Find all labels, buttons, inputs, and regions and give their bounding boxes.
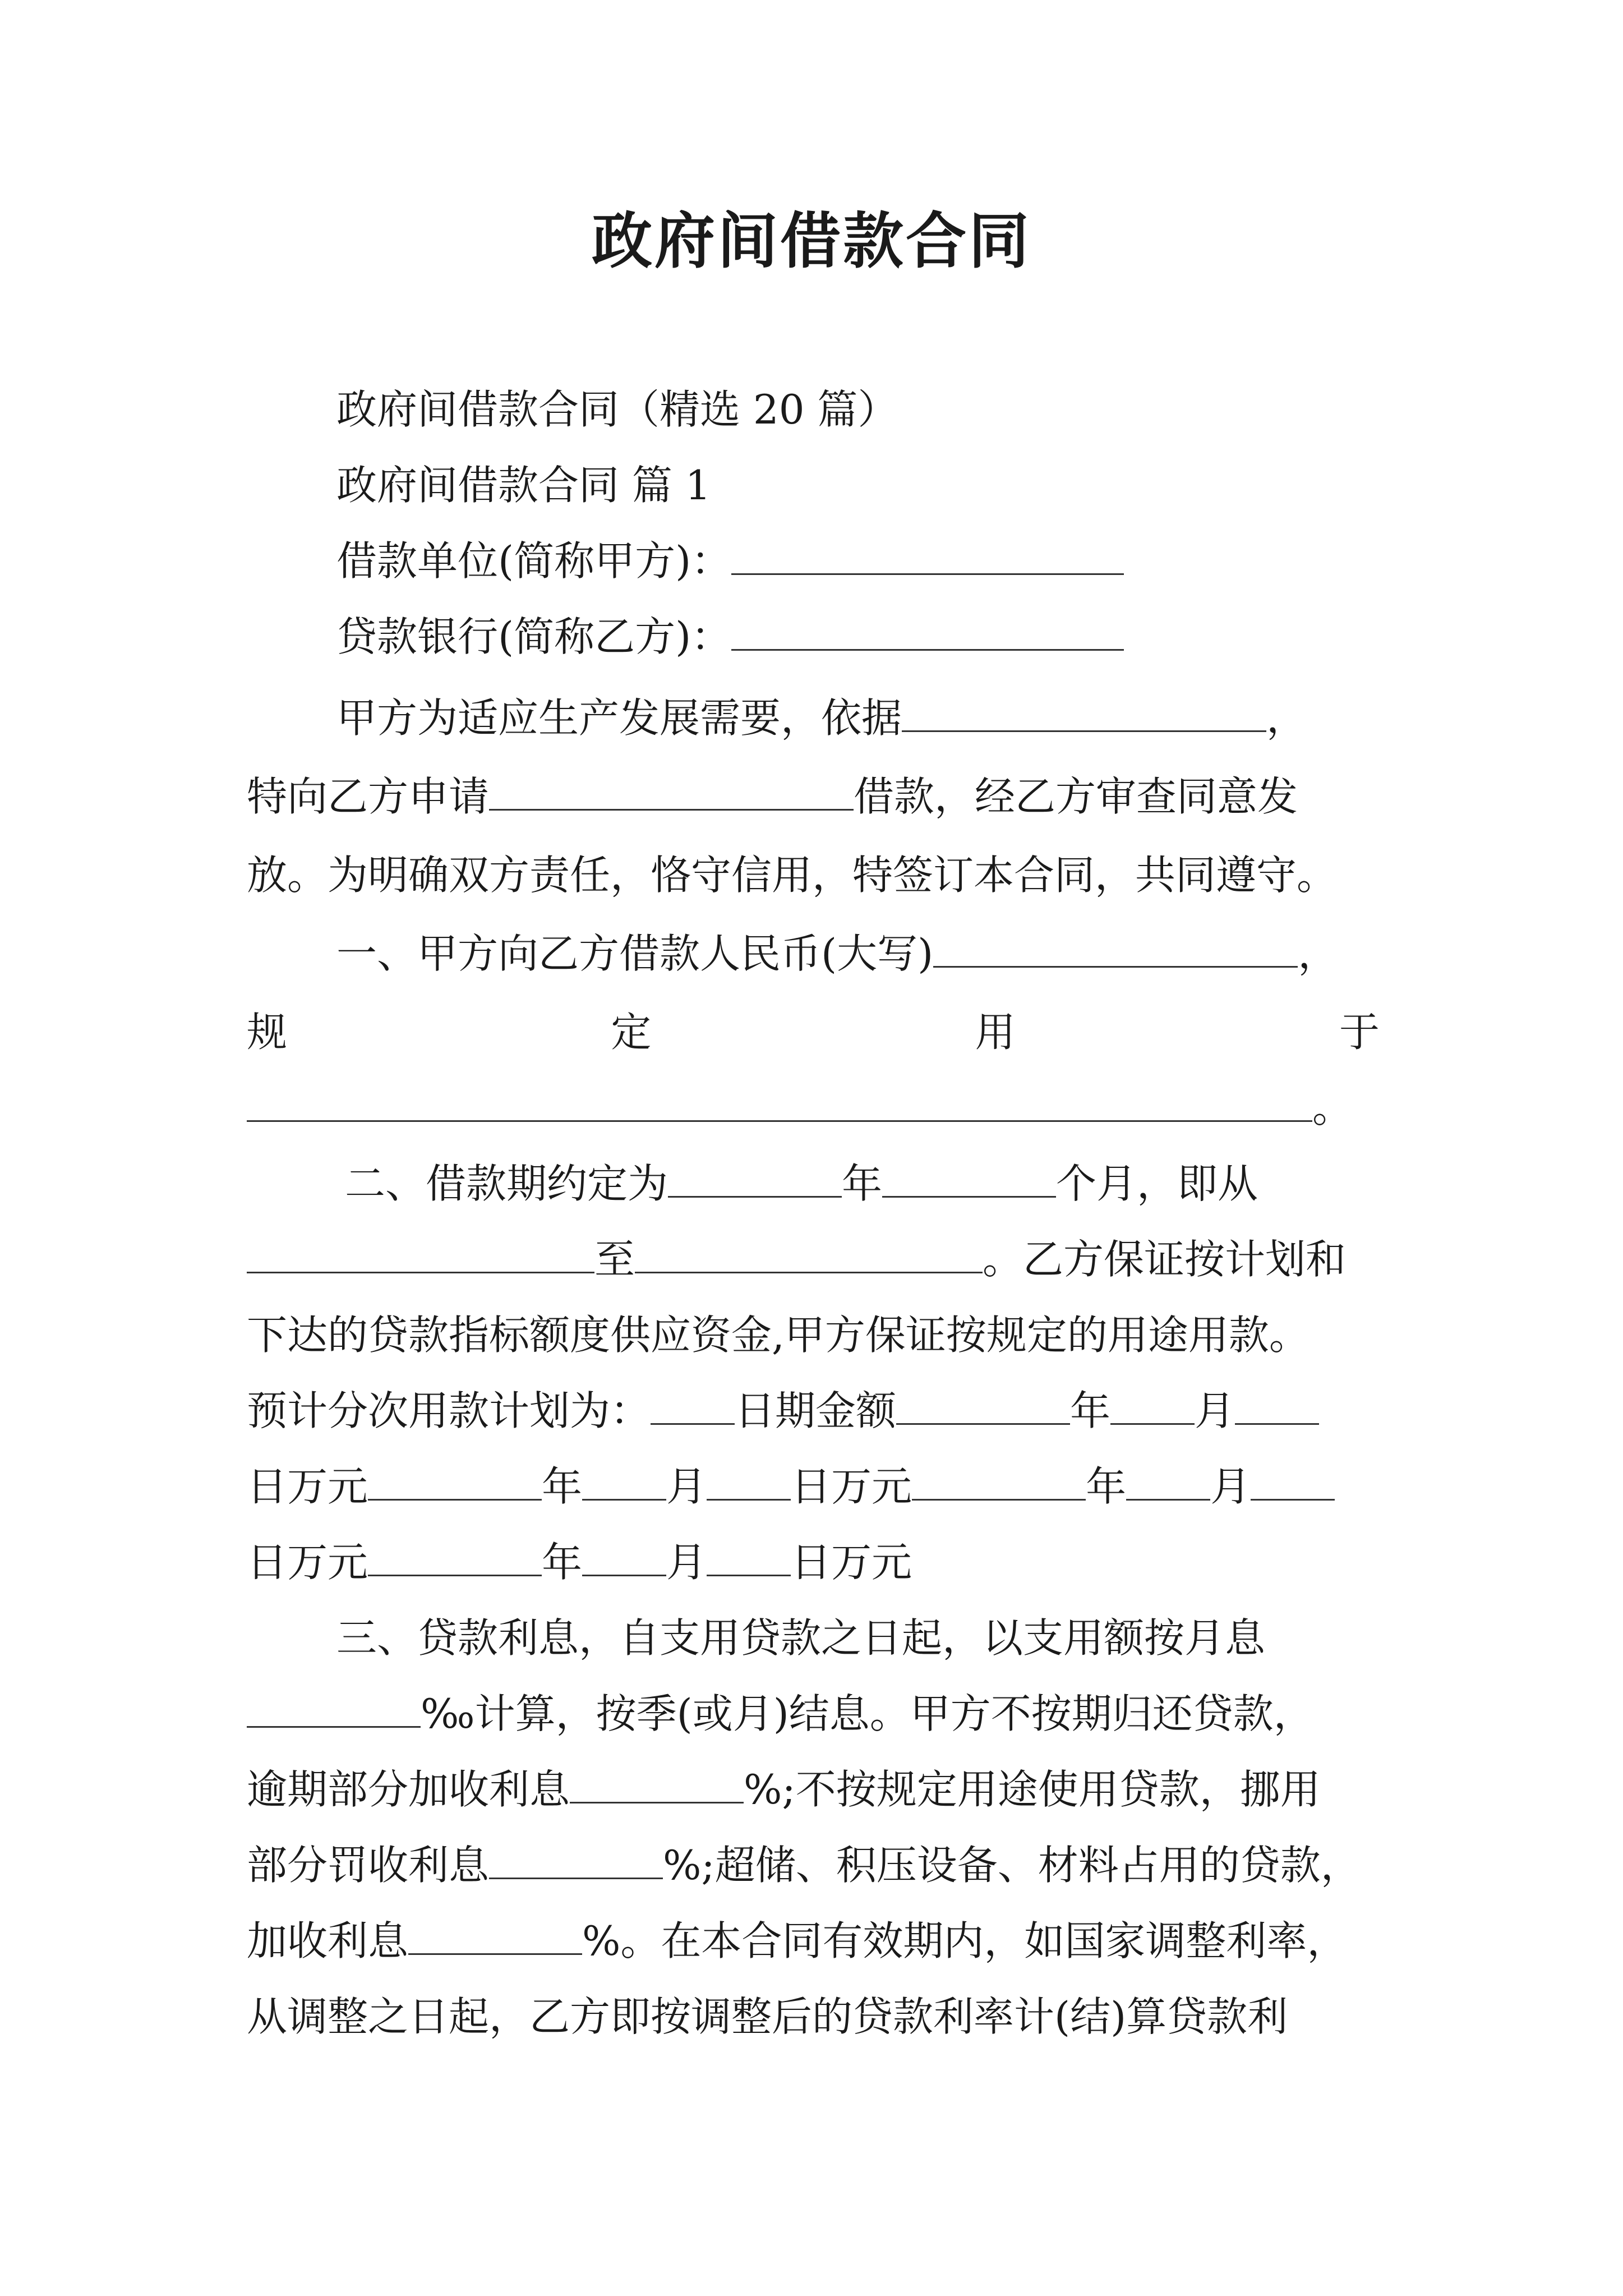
- clause3-line1: 三、贷款利息，自支用贷款之日起，以支用额按月息: [336, 1614, 1266, 1662]
- basis-blank[interactable]: [902, 691, 1266, 732]
- clause3-text: 部分罚收利息: [247, 1842, 490, 1889]
- clause1-comma: ，: [1298, 930, 1339, 977]
- plan-blank[interactable]: [896, 1384, 1070, 1425]
- clause2-text: 年: [542, 1463, 583, 1510]
- lender-blank[interactable]: [731, 610, 1124, 651]
- para1-comma: ，: [1266, 694, 1307, 742]
- plan-blank[interactable]: [651, 1384, 735, 1425]
- clause2-line2: [247, 1231, 1346, 1287]
- para1-line1: [336, 690, 1307, 746]
- para1-text: 借款，经乙方审查同意发: [854, 773, 1298, 820]
- para1-text: 甲方为适应生产发展需要，依据: [336, 694, 902, 742]
- term-months-blank[interactable]: [882, 1157, 1056, 1198]
- clause3-line2: [247, 1686, 1314, 1742]
- clause2-text: 月: [666, 1463, 707, 1510]
- clause3-line6: 从调整之日起，乙方即按调整后的贷款利率计(结)算贷款利: [247, 1993, 1288, 2040]
- clause3-line3: [247, 1761, 1321, 1818]
- clause3-text: %;超储、积压设备、材料占用的贷款，: [663, 1842, 1361, 1889]
- clause2-line1: [345, 1156, 1258, 1212]
- clause2-text: 年: [842, 1160, 883, 1207]
- plan-blank[interactable]: [1110, 1384, 1195, 1425]
- clause1-word: 用: [975, 1009, 1016, 1056]
- overdue-rate-blank[interactable]: [570, 1763, 744, 1803]
- clause2-text: 日期金额: [735, 1387, 897, 1434]
- clause2-text: 月: [1210, 1463, 1251, 1510]
- clause3-line5: [247, 1913, 1347, 1969]
- subtitle: 政府间借款合同（精选 20 篇）: [336, 386, 898, 433]
- section-heading: 政府间借款合同 篇 1: [336, 462, 711, 509]
- plan-blank[interactable]: [582, 1460, 666, 1501]
- clause2-text: 日万元: [247, 1463, 368, 1510]
- lender-line: [336, 609, 1124, 665]
- para1-line2: [247, 769, 1298, 825]
- clause2-line3: 下达的贷款指标额度供应资金,甲方保证按规定的用途用款。: [247, 1312, 1310, 1359]
- clause1-word: 定: [611, 1009, 652, 1056]
- plan-blank[interactable]: [1235, 1384, 1319, 1425]
- borrower-line: [336, 533, 1124, 589]
- monthly-rate-blank[interactable]: [247, 1687, 421, 1728]
- clause2-text: 年: [1086, 1463, 1127, 1510]
- plan-blank[interactable]: [582, 1535, 666, 1576]
- plan-blank[interactable]: [1126, 1460, 1210, 1501]
- borrower-label: 借款单位(简称甲方)：: [336, 537, 732, 585]
- clause2-text: 年: [1070, 1387, 1111, 1434]
- clause3-text: 逾期部分加收利息: [247, 1766, 570, 1813]
- clause2-text: 年: [542, 1539, 583, 1586]
- clause1-text: 一、甲方向乙方借款人民币(大写): [336, 930, 934, 977]
- plan-blank[interactable]: [368, 1460, 542, 1501]
- plan-blank[interactable]: [368, 1535, 542, 1576]
- plan-blank[interactable]: [1251, 1460, 1335, 1501]
- clause3-text: ‰计算，按季(或月)结息。甲方不按期归还贷款，: [421, 1690, 1314, 1737]
- end-date-blank[interactable]: [635, 1232, 983, 1273]
- loan-type-blank[interactable]: [489, 770, 854, 811]
- plan-blank[interactable]: [707, 1535, 791, 1576]
- term-years-blank[interactable]: [668, 1157, 842, 1198]
- plan-blank[interactable]: [707, 1460, 791, 1501]
- clause1-word: 于: [1339, 1009, 1380, 1056]
- clause3-text: %;不按规定用途使用贷款，挪用: [744, 1766, 1321, 1813]
- clause1-line1: [336, 926, 1338, 982]
- clause1-word: 规: [247, 1009, 288, 1056]
- plan-blank[interactable]: [912, 1460, 1086, 1501]
- clause1-period: 。: [1312, 1084, 1353, 1131]
- clause2-text: 月: [666, 1539, 707, 1586]
- para1-line3: 放。为明确双方责任，恪守信用，特签订本合同，共同遵守。: [247, 852, 1338, 899]
- amount-blank[interactable]: [933, 927, 1298, 968]
- clause2-text: 日万元: [247, 1539, 368, 1586]
- clause2-line5: [247, 1458, 1335, 1515]
- surcharge-rate-blank[interactable]: [408, 1914, 582, 1955]
- clause3-line4: [247, 1837, 1361, 1893]
- clause2-line6: [247, 1534, 912, 1590]
- clause2-line4: [247, 1383, 1319, 1439]
- clause2-text: 二、借款期约定为: [345, 1160, 668, 1207]
- start-date-blank[interactable]: [247, 1232, 594, 1273]
- clause2-text: 。乙方保证按计划和: [983, 1236, 1347, 1283]
- clause2-text: 月: [1195, 1387, 1235, 1434]
- penalty-rate-blank[interactable]: [489, 1838, 663, 1879]
- clause2-text: 至: [594, 1236, 635, 1283]
- borrower-blank[interactable]: [731, 534, 1124, 575]
- clause2-text: 日万元: [791, 1539, 912, 1586]
- lender-label: 贷款银行(简称乙方)：: [336, 613, 732, 660]
- clause2-text: 日万元: [791, 1463, 912, 1510]
- clause1-line3: [247, 1080, 1353, 1136]
- para1-text: 特向乙方申请: [247, 773, 490, 820]
- purpose-blank[interactable]: [247, 1081, 1312, 1122]
- clause2-text: 个月，即从: [1056, 1160, 1258, 1207]
- clause2-text: 预计分次用款计划为：: [247, 1387, 651, 1434]
- clause3-text: %。在本合同有效期内，如国家调整利率，: [582, 1917, 1348, 1964]
- clause1-line2: [247, 1004, 1380, 1060]
- clause3-text: 加收利息: [247, 1917, 409, 1964]
- document-title: 政府间借款合同: [591, 206, 1031, 277]
